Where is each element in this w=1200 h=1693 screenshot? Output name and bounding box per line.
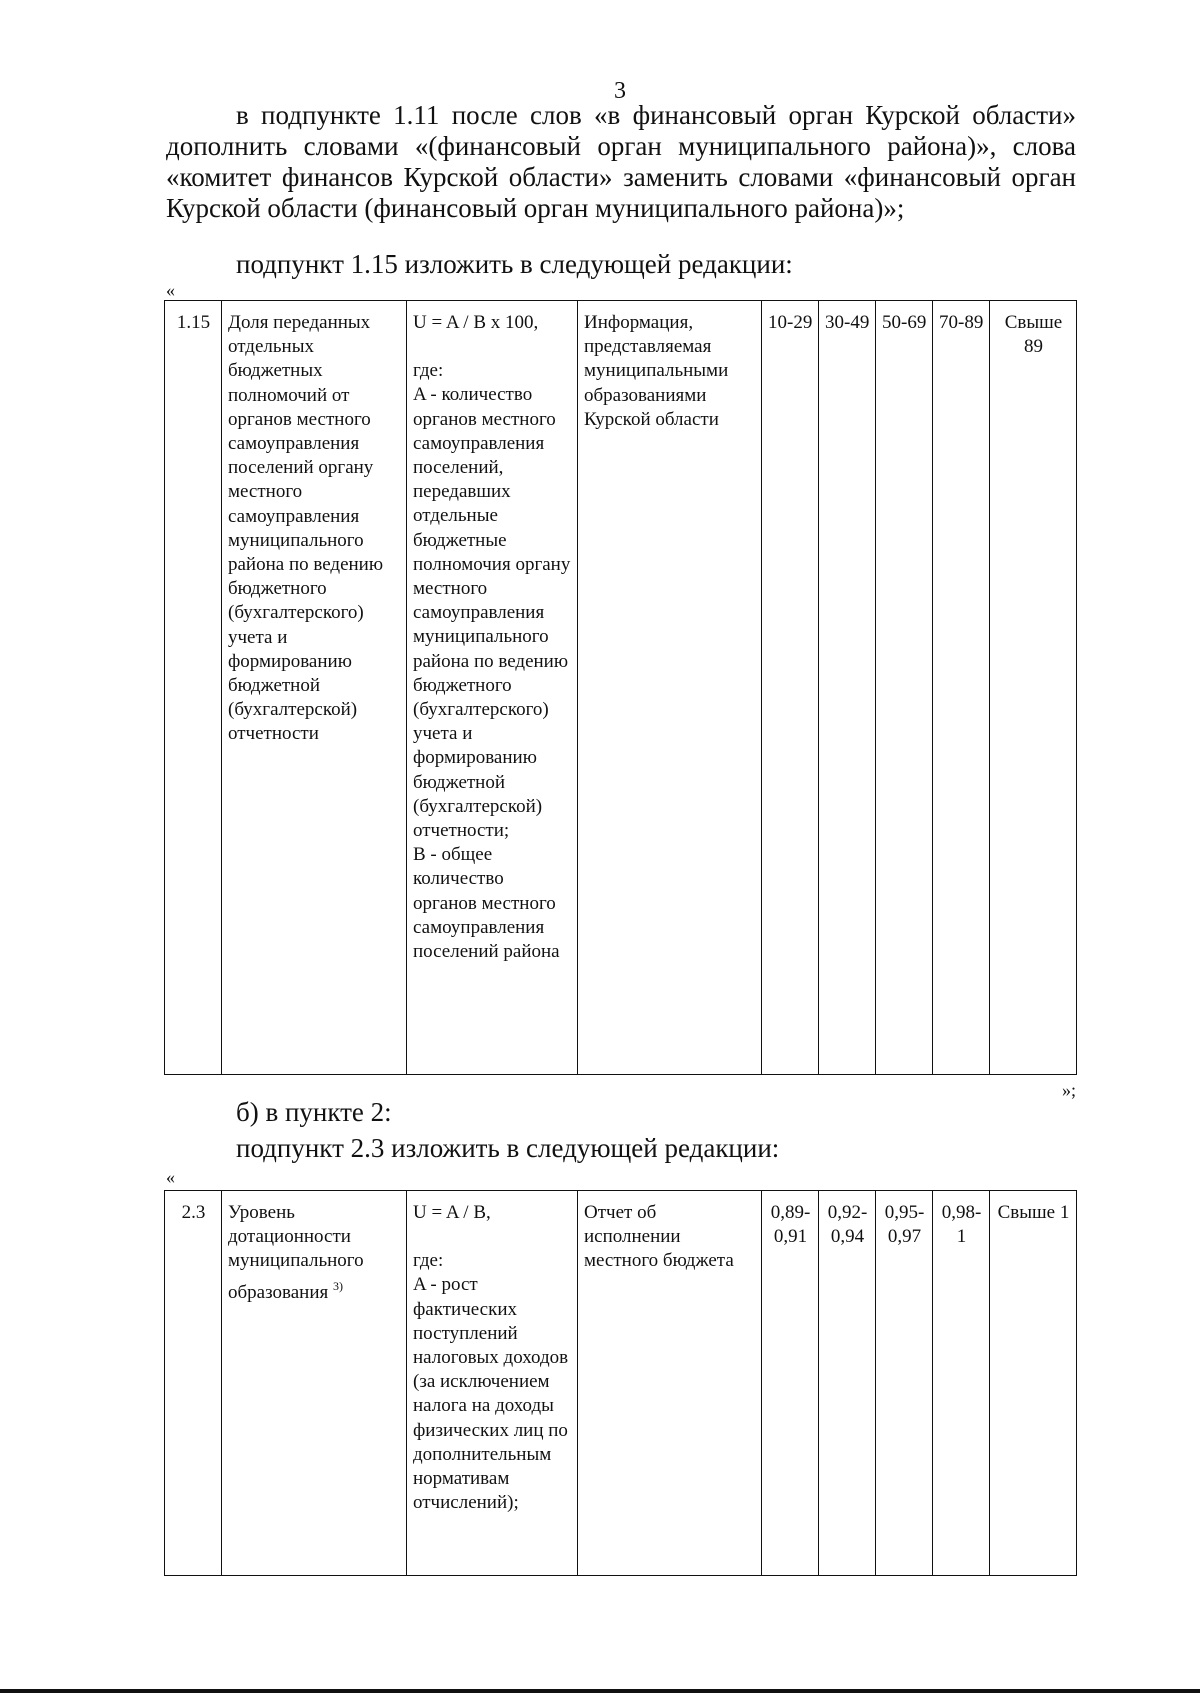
range-1: 0,89-0,91 — [762, 1191, 819, 1576]
table-2-3 — [164, 1190, 1077, 1576]
indicator-name: Доля переданных отдельных бюджетных полномочий от органов местного самоуправления поселений органу местного самоуправления муниципального района по ведению бюджетного (бухгалтерского) учета и формированию бюджетной (бухгалтерской) отчетности — [222, 301, 407, 1075]
range-4: 70-89 — [933, 301, 990, 1075]
range-4: 0,98-1 — [933, 1191, 990, 1576]
range-3: 0,95-0,97 — [876, 1191, 933, 1576]
indicator-source: Отчет об исполнении местного бюджета — [578, 1191, 762, 1576]
quote-open-1: « — [166, 280, 175, 300]
formula-where: где: — [413, 360, 444, 382]
formula-description-b: B - общее количество органов местного самоуправления поселений района — [413, 844, 560, 963]
page-number: 3 — [614, 78, 626, 104]
footnote-marker: 3) — [332, 1278, 343, 1293]
range-top: Свыше 1 — [990, 1191, 1077, 1576]
formula-line: U = A / B x 100, — [413, 312, 539, 333]
point-b: б) в пункте 2: — [236, 1097, 392, 1127]
indicator-formula — [407, 301, 578, 1075]
indicator-name — [222, 1191, 407, 1576]
formula-where: где: — [413, 1250, 444, 1272]
indicator-formula — [407, 1191, 578, 1576]
range-2: 30-49 — [819, 301, 876, 1075]
range-1: 10-29 — [762, 301, 819, 1075]
intro-paragraph-2: подпункт 1.15 изложить в следующей редакции: — [236, 249, 793, 279]
range-2: 0,92-0,94 — [819, 1191, 876, 1576]
range-3: 50-69 — [876, 301, 933, 1075]
range-top: Свыше 89 — [990, 301, 1077, 1075]
formula-line: U = A / B, — [413, 1202, 491, 1223]
indicator-number: 2.3 — [165, 1191, 222, 1576]
paragraph-2-3: подпункт 2.3 изложить в следующей редакции: — [236, 1133, 780, 1163]
table-1-15 — [164, 300, 1077, 1075]
formula-description-a: A - количество органов местного самоуправления поселений, передавших отдельные бюджетные полномочия органу местного самоуправления муниципального района по ведению бюджетного (бухгалтерского) учета и формированию бюджетной (бухгалтерской) отчетности; — [413, 384, 571, 842]
intro-paragraph-1: в подпункте 1.11 после слов «в финансовый орган Курской области» дополнить словами «(финансовый орган муниципального района)», слова «комитет финансов Курской области» заменить словами «финансовый орган Курской области (финансовый орган муниципального района)»; — [166, 100, 1076, 223]
indicator-number: 1.15 — [165, 301, 222, 1075]
quote-open-2: « — [166, 1167, 175, 1187]
formula-description-a: A - рост фактических поступлений налоговых доходов (за исключением налога на доходы физических лиц по дополнительным нормативам отчислений); — [413, 1274, 569, 1514]
quote-close-1: »; — [1061, 1080, 1076, 1100]
indicator-name-text: Уровень дотационности муниципального образования — [228, 1202, 364, 1303]
indicator-source: Информация, представляемая муниципальными образованиями Курской области — [578, 301, 762, 1075]
scan-edge — [0, 1689, 1200, 1693]
